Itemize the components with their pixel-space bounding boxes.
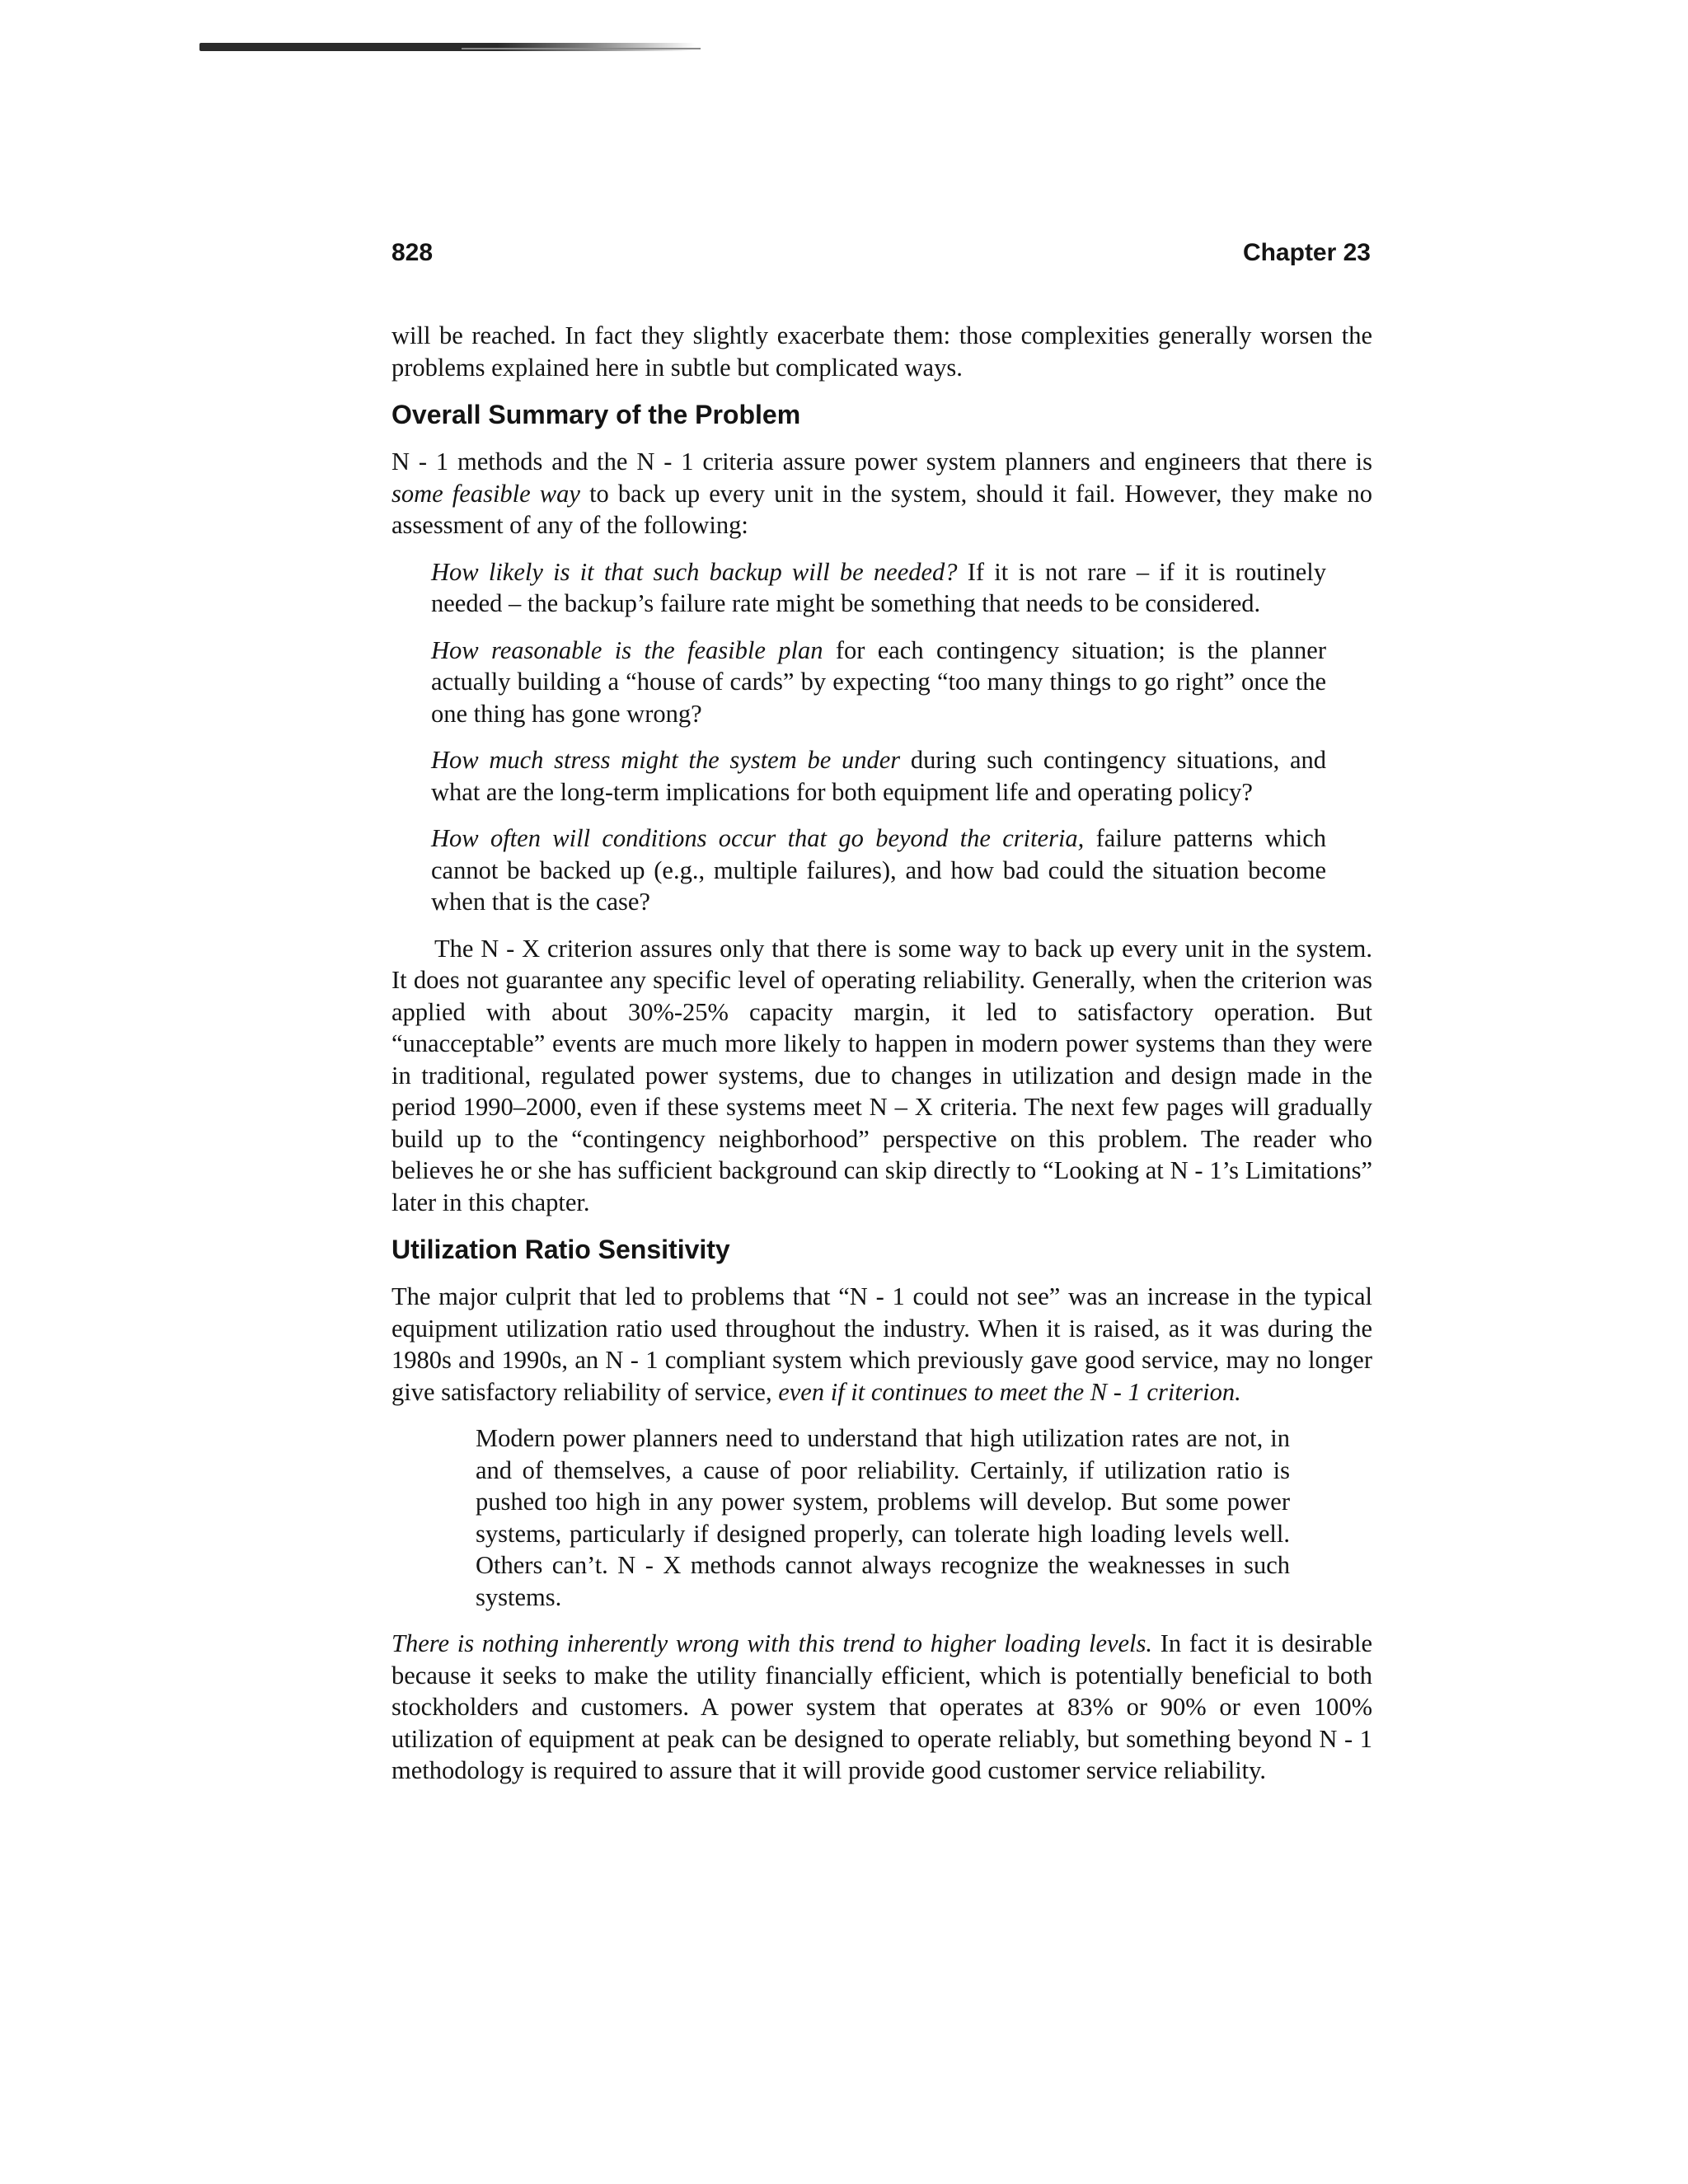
paragraph-text: will be reached. In fact they slightly exacerbate them: those complexities generally worsen the problems explained here in subtle but complicated ways.	[392, 321, 1372, 382]
scan-edge-mark	[199, 43, 696, 51]
paragraph-text: to back up every unit in the system, should it fail. However, they make no assessment of any of the following:	[392, 479, 1372, 539]
page-body	[392, 320, 1372, 1802]
scan-edge-line	[462, 48, 701, 49]
emphasis-text: even if it continues to meet the N - 1 criterion.	[778, 1377, 1241, 1406]
question-lead: How often will conditions occur that go beyond the criteria,	[431, 824, 1085, 852]
nx-criterion-paragraph	[392, 933, 1372, 1219]
closing-paragraph	[392, 1628, 1372, 1787]
question-lead: How likely is it that such backup will be needed?	[431, 557, 958, 586]
paragraph-text: N - 1 methods and the N - 1 criteria assure power system planners and engineers that there is	[392, 448, 1372, 476]
page-number: 828	[392, 239, 434, 266]
question-body: failure patterns which cannot be backed up (e.g., multiple failures), and how bad could the situation become when that is the case?	[431, 824, 1326, 916]
emphasis-text: There is nothing inherently wrong with this trend to higher loading levels.	[392, 1629, 1153, 1657]
question-item-reasonable-plan	[431, 635, 1326, 730]
section-heading-utilization-ratio: Utilization Ratio Sensitivity	[392, 1235, 730, 1264]
intro-paragraph	[392, 446, 1372, 541]
question-body: If it is not rare – if it is routinely needed – the backup’s failure rate might be something that needs to be considered.	[431, 557, 1326, 617]
section-heading-overall-summary: Overall Summary of the Problem	[392, 400, 801, 429]
continuation-paragraph	[392, 320, 1372, 383]
paragraph-text: The major culprit that led to problems that “N - 1 could not see” was an increase in the typical equipment utilization ratio used throughout the industry. When it is raised, as it was during the 1980s and 1990s, an N - 1 compliant system which previously gave good service, may no longer give satisfactory reliability of service,	[392, 1282, 1372, 1406]
question-body: during such contingency situations, and what are the long-term implications for both equipment life and operating policy?	[431, 746, 1326, 806]
paragraph-text: The N - X criterion assures only that there is some way to back up every unit in the system. It does not guarantee any specific level of operating reliability. Generally, when the criterion was applied with about 30%-25% capacity margin, it led to satisfactory operation. But “unacceptable” events are much more likely to happen in modern power systems than they were in traditional, regulated power systems, due to changes in utilization and design made in the period 1990–2000, even if these systems meet N – X criteria. The next few pages will gradually build up to the “contingency neighborhood” perspective on this problem. The reader who believes he or she has sufficient background can skip directly to “Looking at N - 1’s Limitations” later in this chapter.	[392, 934, 1372, 1216]
running-head-chapter: Chapter 23	[1242, 239, 1371, 266]
question-lead: How much stress might the system be under	[431, 746, 901, 774]
question-item-stress	[431, 744, 1326, 808]
paragraph-text: In fact it is desirable because it seeks to make the utility financially efficient, which is potentially beneficial to both stockholders and customers. A power system that operates at 83% or 90% or even 100% utilization of equipment at peak can be designed to operate reliably, but something beyond N - 1 methodology is required to assure that it will provide good customer service reliability.	[392, 1629, 1372, 1784]
question-lead: How reasonable is the feasible plan	[431, 635, 823, 664]
quote-text: Modern power planners need to understand that high utilization rates are not, in and of themselves, a cause of poor reliability. Certainly, if utilization ratio is pushed too high in any power system, problems will develop. But some power systems, particularly if designed properly, can tolerate high loading levels well. Others can’t. N - X methods cannot always recognize the weaknesses in such systems.	[476, 1424, 1290, 1611]
question-item-beyond-criteria	[431, 823, 1326, 918]
emphasis-text: some feasible way	[392, 479, 580, 508]
question-body: for each contingency situation; is the planner actually building a “house of cards” by expecting “too many things to go right” once the one thing has gone wrong?	[431, 635, 1326, 728]
block-quote	[476, 1422, 1290, 1613]
culprit-paragraph	[392, 1281, 1372, 1408]
question-item-likelihood	[431, 556, 1326, 620]
